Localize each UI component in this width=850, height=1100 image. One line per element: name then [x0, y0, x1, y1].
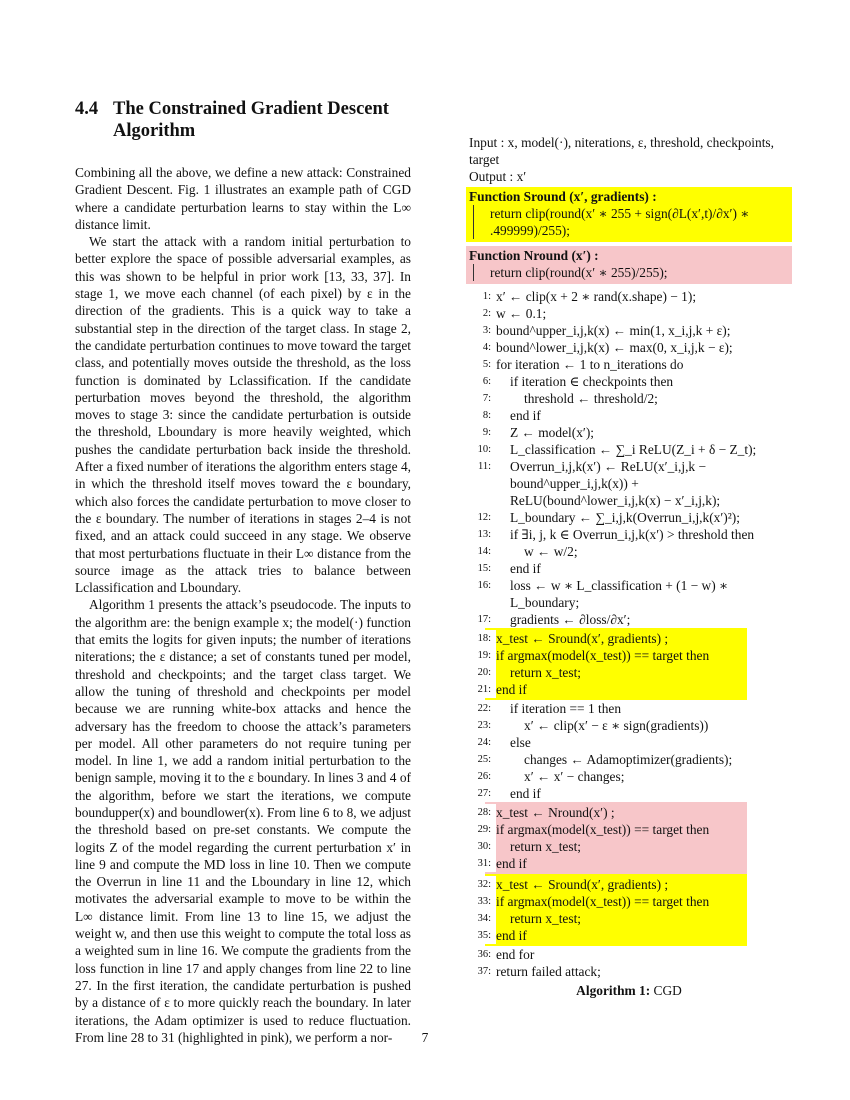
algo-line: 5: for iteration ← 1 to n_iterations do	[482, 357, 684, 372]
sround-body: return clip(round(x′ ∗ 255 + sign(∂L(x′,t)/∂x′) ∗ .499999)/255);	[473, 205, 789, 239]
algo-line: 12: L_boundary ← ∑_i,j,k(Overrun_i,j,k(x′)²);	[477, 510, 740, 525]
algo-line: 28: x_test ← Nround(x′) ;	[485, 804, 747, 821]
algo-line: 36: end for	[477, 947, 535, 962]
section-heading	[75, 98, 411, 142]
algo-line: 13: if ∃i, j, k ∈ Overrun_i,j,k(x′) > threshold then	[477, 527, 755, 542]
paragraph-3: Algorithm 1 presents the attack’s pseudocode. The inputs to the algorithm are: the benign example x; the model(·) function that emits the logits for given inputs; the number of iterations niterations; the ε distance; a set of constants tuned per model, threshold and checkpoints; and the target class target. We allow the tuning of threshold and checkpoints per model because we are running white-box attacks and hence the adversary has the freedom to choose the attack’s parameters per model. All other parameters do not require tuning per model. In line 1, we add a random initial perturbation to the benign sample, moving it to the ε boundary. In lines 3 and 4 of the algorithm, before we start the iterations, we compute boundupper(x) and boundlower(x). From line 6 to 8, we adjust the threshold based on pre-set constants. We compute the logits Z of the model regarding the current perturbation x′ in line 9 and compute the MD loss in line 10. Then we compute the Overrun in line 11 and the Lboundary in line 12, which motivates the adversarial example to move to be within the L∞ distance limit. From line 13 to line 15, we adjust the weight w, and then use this weight to compute the total loss as a weighted sum in line 16. We compute the gradients from the loss function in line 17 and apply changes from line 22 to line 27. In the first iteration, the candidate perturbation is pushed by a distance of ε to more quickly reach the boundary. In later iterations, the Adam optimizer is used to reduce fluctuation. From line 28 to 31 (highlighted in pink), we perform a nor-	[75, 597, 411, 1045]
algorithm-caption	[469, 982, 789, 999]
algo-line: 35: end if	[485, 927, 747, 944]
section-number: 4.4	[75, 99, 99, 119]
algo-line: 7: threshold ← threshold/2;	[482, 391, 658, 406]
algo-line: 26: x′ ← x′ − changes;	[477, 769, 625, 784]
section-title: The Constrained Gradient Descent Algorithm	[113, 99, 389, 141]
caption-text: CGD	[653, 983, 682, 998]
page-number: 7	[421, 1030, 429, 1045]
algo-line: 6: if iteration ∈ checkpoints then	[482, 374, 674, 389]
algo-line: 16: loss ← w ∗ L_classification + (1 − w) ∗ L_boundary;	[477, 578, 729, 610]
nround-title: Function Nround (x′) :	[469, 248, 599, 263]
nround-function-box	[466, 246, 792, 284]
nround-body: return clip(round(x′ ∗ 255)/255);	[473, 264, 789, 281]
sround-title: Function Sround (x′, gradients) :	[469, 189, 657, 204]
algo-line: 2: w ← 0.1;	[482, 306, 547, 321]
algo-line: 37: return failed attack;	[477, 964, 601, 979]
algo-line: 21: end if	[485, 681, 747, 698]
algo-line: 27: end if	[477, 786, 541, 801]
algo-line: 4: bound^lower_i,j,k(x) ← max(0, x_i,j,k − ε);	[482, 340, 733, 355]
body-text	[75, 164, 411, 1046]
algo-line: 15: end if	[477, 561, 541, 576]
caption-label: Algorithm 1:	[576, 983, 651, 998]
highlight-sround-block-1	[477, 628, 747, 700]
sround-function-box	[466, 187, 792, 242]
algo-line: 8: end if	[482, 408, 541, 423]
algo-line: 24: else	[477, 735, 531, 750]
algo-line: 31: end if	[485, 855, 747, 872]
algo-line: 11: Overrun_i,j,k(x′) ← ReLU(x′_i,j,k − bound^upper_i,j,k(x)) + ReLU(bound^lower_i,j,k(x) − x′_i,j,k);	[477, 459, 721, 508]
highlight-nround-block	[477, 802, 747, 874]
algorithm-input: Input : x, model(·), niterations, ε, threshold, checkpoints, target	[469, 135, 774, 167]
algo-line: 3: bound^upper_i,j,k(x) ← min(1, x_i,j,k + ε);	[482, 323, 731, 338]
algo-line: 34: return x_test;	[485, 910, 747, 927]
left-column	[75, 98, 411, 1046]
algorithm-block	[469, 134, 789, 999]
algo-line: 20: return x_test;	[485, 664, 747, 681]
algo-line: 25: changes ← Adamoptimizer(gradients);	[477, 752, 733, 767]
algo-line: 22: if iteration == 1 then	[477, 701, 622, 716]
algo-line: 32: x_test ← Sround(x′, gradients) ;	[485, 876, 747, 893]
algo-line: 30: return x_test;	[485, 838, 747, 855]
paragraph-2: We start the attack with a random initial perturbation to better explore the space of possible adversarial examples, as this was shown to be helpful in prior work [13, 33, 37]. In stage 1, we move each channel (of each pixel) by ε in the direction of the gradients. This is a quick way to take a substantial step in the direction of the target class. In stage 2, the candidate perturbation continues to move toward the target class, and potentially moves outside the threshold, as the loss function is dominated by Lclassification. If the candidate perturbation moves beyond the threshold, the algorithm moves to stage 3: since the candidate perturbation is outside the threshold, Lboundary is more heavily weighted, which pushes the candidate perturbation back inside the threshold. After a fixed number of iterations the algorithm enters stage 4, in which the threshold itself moves toward the ε boundary, which also forces the candidate perturbation to move closer to the ε boundary. The number of iterations in stages 2–4 is not fixed, and an attack could succeed in any stage. We observe that most perturbations fluctuate in their L∞ distance from the source image as the attack tries to balance between Lclassification and Lboundary.	[75, 234, 411, 596]
paragraph-1: Combining all the above, we define a new attack: Constrained Gradient Descent. Fig. 1 illustrates an example path of CGD where a candidate perturbation learns to stay within the L∞ distance limit.	[75, 165, 411, 232]
algo-line: 29: if argmax(model(x_test)) == target then	[485, 821, 747, 838]
algorithm-output: Output : x′	[469, 169, 527, 184]
algo-line: 33: if argmax(model(x_test)) == target then	[485, 893, 747, 910]
algo-line: 19: if argmax(model(x_test)) == target then	[485, 647, 747, 664]
algo-line: 18: x_test ← Sround(x′, gradients) ;	[485, 630, 747, 647]
algo-line: 23: x′ ← clip(x′ − ε ∗ sign(gradients))	[477, 718, 709, 733]
algorithm-lines	[469, 288, 789, 980]
algo-line: 9: Z ← model(x′);	[482, 425, 594, 440]
algo-line: 1: x′ ← clip(x + 2 ∗ rand(x.shape) − 1);	[482, 289, 697, 304]
algo-line: 14: w ← w/2;	[477, 544, 578, 559]
algo-line: 17: gradients ← ∂loss/∂x′;	[477, 612, 631, 627]
highlight-sround-block-2	[477, 874, 747, 946]
algo-line: 10: L_classification ← ∑_i ReLU(Z_i + δ − Z_t);	[477, 442, 757, 457]
